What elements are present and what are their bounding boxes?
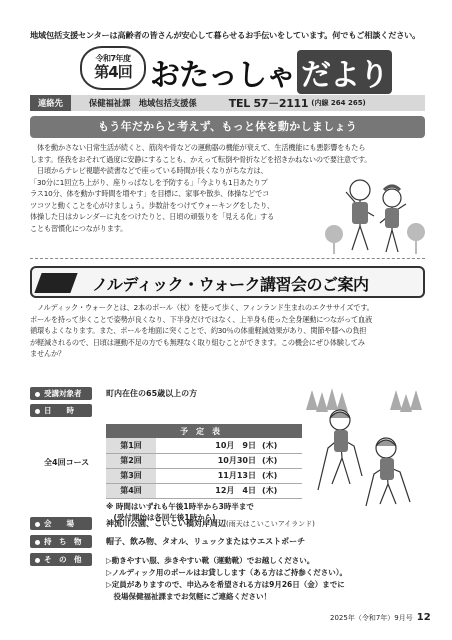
section1-heading: もう年だからと考えず、もっと体を動かしましょう	[30, 116, 425, 138]
table-row: 第4回 12月 4日 (木)	[106, 483, 302, 498]
section2-heading: ノルディック・ウォーク講習会のご案内	[92, 275, 369, 294]
bring-value: 帽子、飲み物、タオル、リュックまたはウエストポーチ	[106, 537, 306, 546]
schedule-header: 予定表	[106, 424, 302, 438]
venue-value: 神流川公園、こいこい橋対岸周辺(雨天はこいこいアイランド)	[106, 519, 315, 528]
target-label: 受講対象者	[30, 387, 92, 400]
section1-line: ラス10分、体を動かす時間を増やす」を目標に、家事や散歩、体操などでコ	[30, 189, 270, 198]
section1-line: ことも習慣化につながります。	[30, 223, 128, 233]
page-number: 12	[416, 612, 431, 623]
list-item: 役場保健福祉課までお気軽にご連絡ください！	[106, 592, 271, 601]
nordic-walking-illustration	[306, 380, 428, 510]
section1-line: 「30分に1回立ち上がり、座りっぱなしを予防する」「今よりも1日あたりプ	[30, 177, 268, 187]
bullet-dot-icon	[35, 540, 40, 545]
issue-era: 令和7年度	[95, 54, 131, 63]
other-label: そ の 他	[30, 553, 92, 566]
date-label: 日 時	[30, 404, 92, 417]
section2-line: が軽減されるので、日頃は運動不足の方でも無理なく取り組むことができます。この機会にぜひ体験してみ	[30, 337, 365, 347]
list-item: ▷定員がありますので、申込みを希望される方は9月26日（金）までに	[106, 580, 345, 589]
section2-line: ノルディック・ウォークとは、2本のポール（杖）を使って歩く、フィンランド生まれのエクササイズです。	[30, 303, 374, 312]
time-note: ※ 時間はいずれも午後1時半から3時半まで (受付開始は各回午後1時から)	[106, 502, 254, 522]
footer-date: 2025年（令和7年）9月号	[330, 614, 413, 622]
other-notes	[106, 555, 347, 603]
contact-bar	[30, 95, 425, 111]
section1-line: ツコツと動くことを心がけましょう。歩数計をつけてウォーキングをしたり、	[30, 200, 274, 210]
section2-heading-box	[30, 266, 425, 298]
page-footer	[330, 612, 431, 623]
bullet-dot-icon	[35, 392, 40, 397]
schedule-table	[106, 424, 302, 499]
venue-label: 会 場	[30, 517, 92, 530]
heading-ribbon-icon	[34, 273, 77, 293]
issue-number: 第4回	[94, 63, 132, 81]
contact-tel: TEL 57－2111	[228, 97, 309, 110]
bullet-dot-icon	[35, 522, 40, 527]
section1-line: 体を動かさない日常生活が続くと、筋肉や骨などの運動器の機能が衰えて、生活機能にも悪影響をもたら	[30, 143, 366, 152]
table-row: 第1回 10月 9日 (木)	[106, 438, 302, 453]
venue-rain-note: (雨天はこいこいアイランド)	[226, 520, 315, 528]
list-item: ▷ノルディック用のポールはお貸しします（ある方はご持参ください）。	[106, 568, 347, 577]
section2-body	[30, 302, 374, 360]
section2-line: ポールを持って歩くことで姿勢が良くなり、下半身だけではなく、上半身も使った全身運動につながって血液	[30, 314, 372, 324]
bring-label: 持 ち 物	[30, 535, 92, 548]
contact-label: 連絡先	[30, 95, 71, 111]
newsletter-banner	[30, 46, 425, 92]
list-item: ▷動きやすい服、歩きやすい靴（運動靴）でお越しください。	[106, 556, 315, 565]
table-row: 第2回 10月30日 (木)	[106, 453, 302, 468]
contact-dept: 保健福祉課 地域包括支援係	[88, 98, 197, 108]
section-divider	[30, 258, 425, 259]
walking-couple-illustration	[320, 168, 428, 268]
section1-line: 体操した日はカレンダーに丸をつけたりと、日頃の頑張りを「見える化」する	[30, 212, 275, 221]
contact-ext: (内線 264 265)	[311, 99, 366, 107]
course-label: 全4回コース	[44, 458, 90, 467]
target-value: 町内在住の65歳以上の方	[106, 389, 198, 398]
table-row: 第3回 11月13日 (木)	[106, 468, 302, 483]
title-tail: だより	[297, 50, 392, 94]
section2-line: ませんか？	[30, 349, 65, 358]
title-main: おたっしゃ	[150, 58, 295, 93]
issue-badge	[80, 46, 146, 90]
bullet-dot-icon	[35, 409, 40, 414]
header-note: 地域包括支援センターは高齢者の皆さんが安心して暮らせるお手伝いをしています。何でもご相談ください。	[30, 30, 421, 40]
section1-line: します。怪我をおそれて過度に安静にすることも、かえって転倒や骨折などを招きかねないので要注意です。	[30, 154, 372, 164]
newsletter-title	[150, 50, 392, 94]
section2-line: 循環もよくなります。また、ポールを地面に突くことで、約30％の体重軽減効果があり、関節や膝への負担	[30, 326, 367, 335]
bullet-dot-icon	[35, 558, 40, 563]
section1-line: 日頃からテレビ視聴や読書などで座っている時間が長くなりがちな方は、	[30, 166, 268, 175]
